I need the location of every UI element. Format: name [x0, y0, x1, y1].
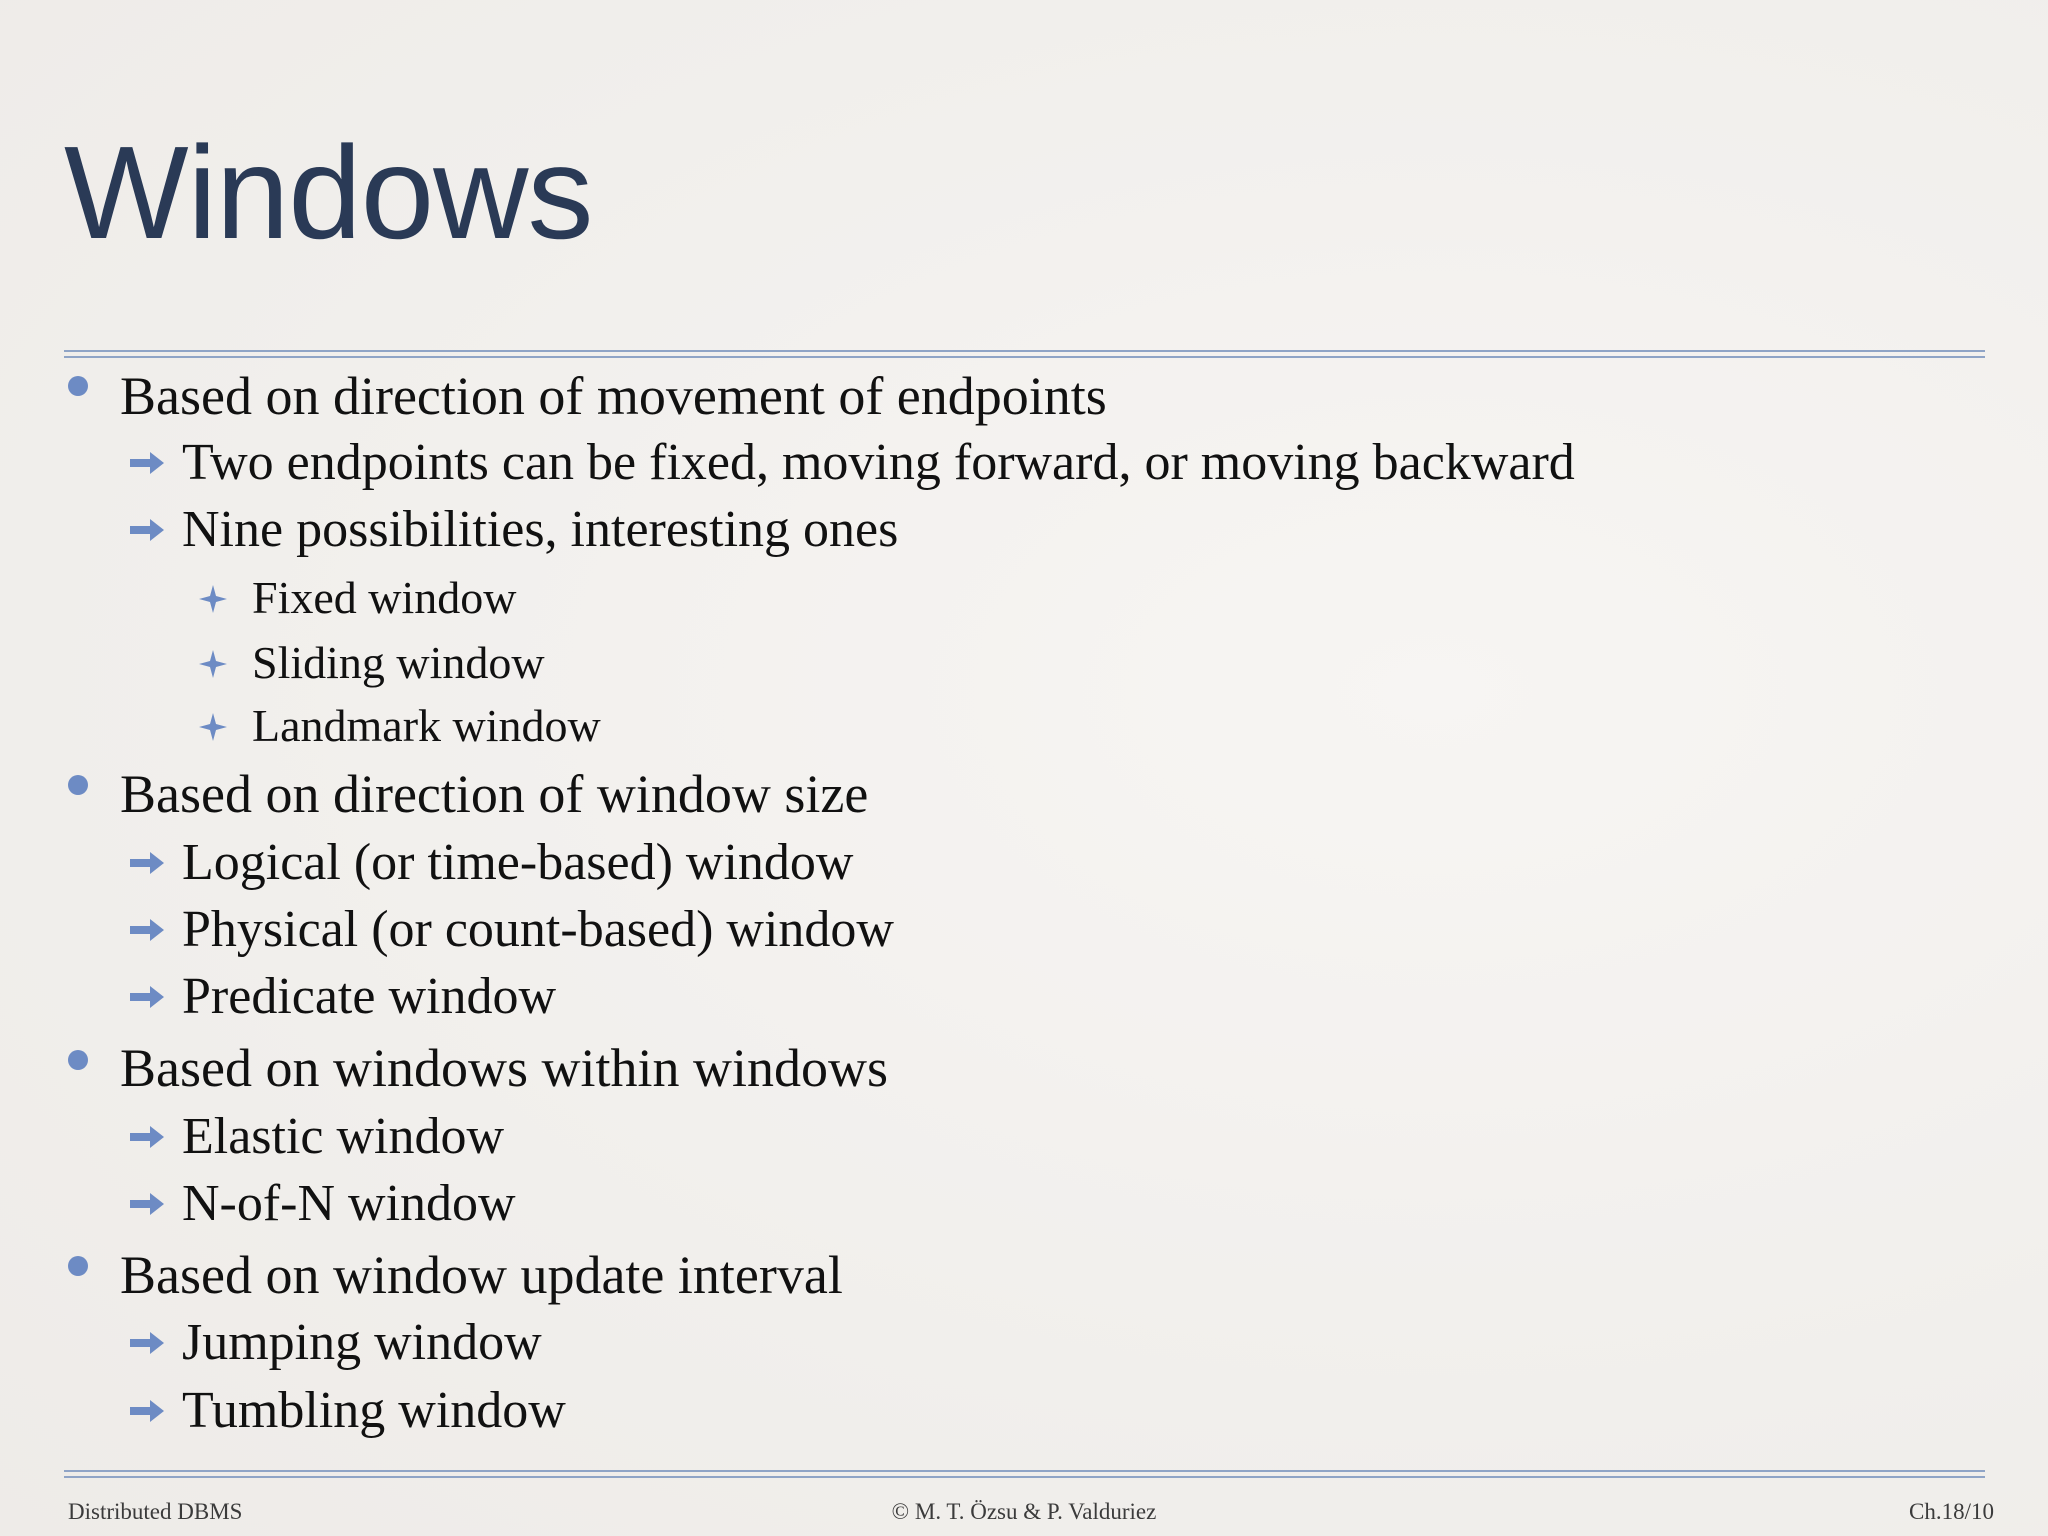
bullet-item: Jumping window [182, 1314, 542, 1371]
bullet-item: Sliding window [252, 637, 545, 688]
bullet-item: Physical (or count-based) window [182, 901, 894, 958]
footer-page-number: Ch.18/10 [1909, 1499, 1994, 1524]
slide-title: Windows [64, 119, 593, 266]
bullet-item: Based on direction of movement of endpoints [120, 366, 1107, 426]
bullet-item: Two endpoints can be fixed, moving forward, or moving backward [182, 434, 1575, 491]
bullet-dot-icon [68, 376, 88, 396]
arrow-right-icon [128, 1330, 166, 1356]
arrow-right-icon [128, 1398, 166, 1424]
bullet-item: Logical (or time-based) window [182, 834, 854, 891]
bullet-item: Based on windows within windows [120, 1038, 888, 1098]
title-divider [64, 350, 1985, 358]
bullet-item: Landmark window [252, 700, 601, 751]
footer-copyright: © M. T. Özsu & P. Valduriez [891, 1499, 1157, 1524]
bullet-item: Elastic window [182, 1108, 505, 1165]
bullet-dot-icon [68, 1256, 88, 1276]
arrow-right-icon [128, 1124, 166, 1150]
bullet-item: Predicate window [182, 968, 557, 1025]
arrow-right-icon [128, 917, 166, 943]
arrow-right-icon [128, 850, 166, 876]
bullet-item: Nine possibilities, interesting ones [182, 501, 899, 558]
four-point-star-icon [198, 649, 228, 679]
footer-divider [64, 1470, 1985, 1478]
four-point-star-icon [198, 712, 228, 742]
bullet-item: N-of-N window [182, 1175, 516, 1232]
bullet-dot-icon [68, 1050, 88, 1070]
bullet-item: Tumbling window [182, 1382, 566, 1439]
bullet-item: Based on window update interval [120, 1245, 843, 1305]
bullet-item: Based on direction of window size [120, 764, 869, 824]
arrow-right-icon [128, 517, 166, 543]
footer-course-name: Distributed DBMS [68, 1499, 243, 1524]
bullet-dot-icon [68, 775, 88, 795]
four-point-star-icon [198, 584, 228, 614]
arrow-right-icon [128, 1191, 166, 1217]
arrow-right-icon [128, 450, 166, 476]
bullet-item: Fixed window [252, 572, 517, 623]
arrow-right-icon [128, 984, 166, 1010]
